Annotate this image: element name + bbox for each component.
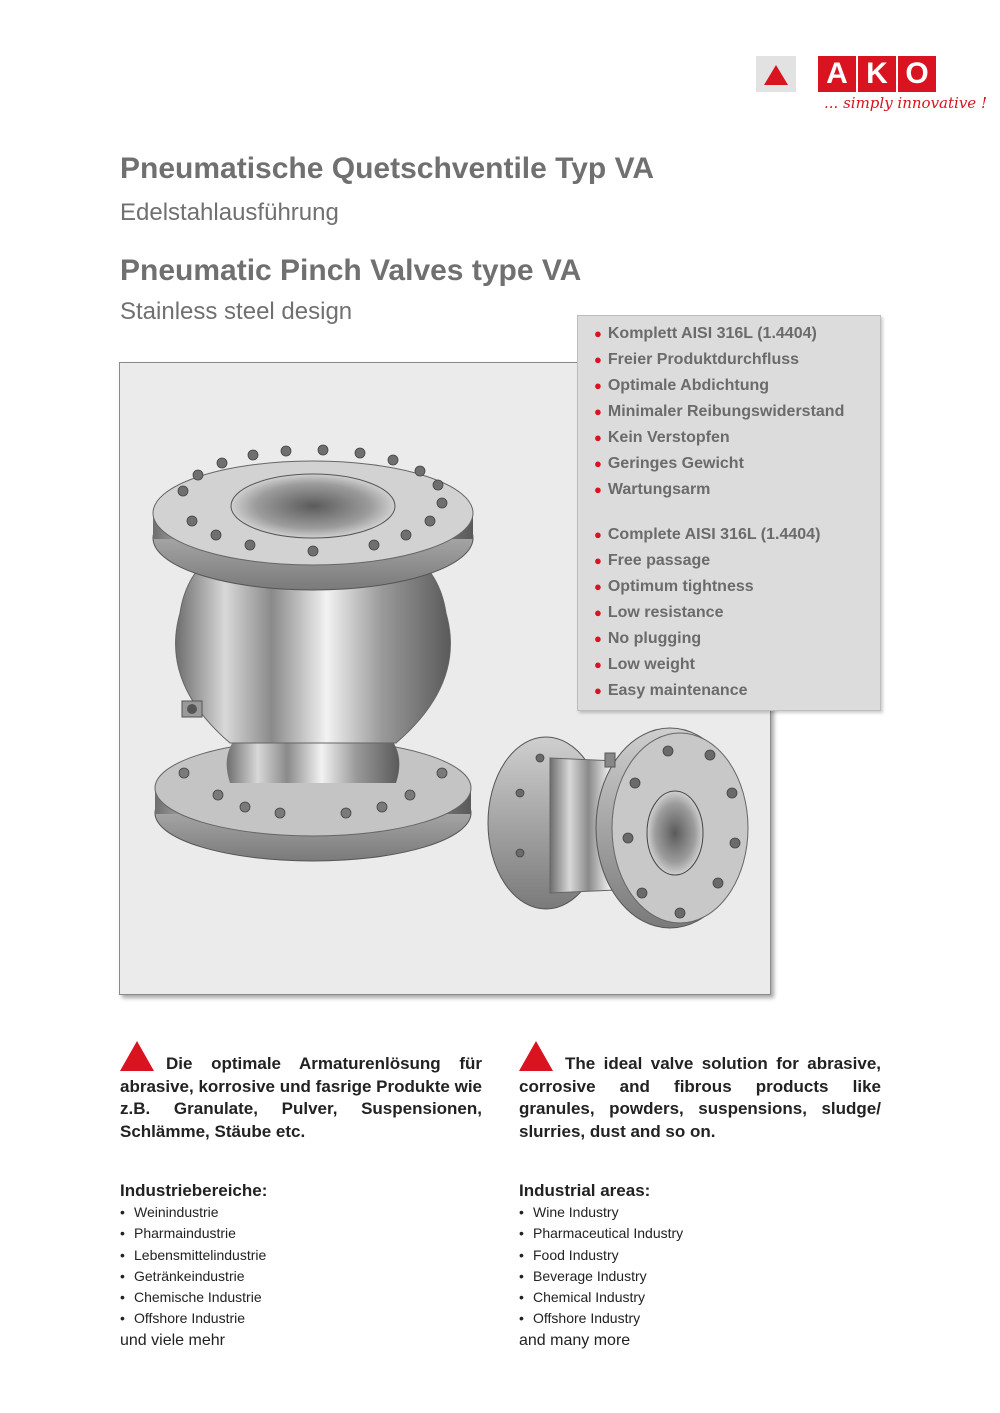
- feature-item: ● Minimaler Reibungswiderstand: [594, 403, 845, 420]
- subtitle-en: Stainless steel design: [120, 298, 353, 325]
- industries-list-en: [519, 1202, 859, 1330]
- bullet-dot-icon: ●: [594, 404, 602, 419]
- title-en: Pneumatic Pinch Valves type VA: [120, 254, 582, 287]
- list-item: • Weinindustrie: [120, 1204, 219, 1220]
- intro-en: [519, 1041, 881, 1143]
- features-box: [577, 315, 881, 711]
- list-item: • Offshore Industrie: [120, 1310, 246, 1327]
- industries-list-de: [120, 1202, 460, 1330]
- industries-de: [120, 1180, 460, 1352]
- list-item: • Pharmaindustrie: [120, 1225, 236, 1242]
- logo-triangle-tile: [756, 56, 796, 92]
- list-item: • Chemische Industrie: [120, 1289, 262, 1306]
- logo-letter-a: A: [818, 56, 856, 92]
- bullet-dot-icon: ●: [594, 352, 602, 367]
- list-item: • Lebensmittelindustrie: [120, 1246, 267, 1263]
- features-list-de: [594, 321, 844, 503]
- feature-item: ● Free passage: [594, 552, 711, 569]
- feature-item: ● Komplett AISI 316L (1.4404): [594, 325, 817, 342]
- feature-item: ● Low weight: [594, 656, 695, 673]
- features-list-en: [594, 522, 820, 704]
- feature-item: ● Freier Produktdurchfluss: [594, 351, 800, 368]
- bullet-dot-icon: ●: [594, 631, 602, 646]
- bullet-dot-icon: ●: [594, 430, 602, 445]
- logo-tagline: ... simply innovative !: [824, 94, 987, 112]
- red-triangle-icon: [120, 1041, 154, 1071]
- list-item: • Food Industry: [519, 1246, 619, 1263]
- large-valve: [153, 445, 473, 861]
- industries-en: [519, 1180, 859, 1352]
- industries-heading-de: Industriebereiche:: [120, 1181, 268, 1200]
- intro-de-text: Die optimale Armaturenlösung für abrasive, korrosive und fasrige Produkte wie z.B. Granulate, Pulver, Suspensionen, Schlämme, Stäube etc.: [120, 1054, 482, 1141]
- feature-item: ● No plugging: [594, 630, 702, 647]
- bullet-dot-icon: ●: [594, 579, 602, 594]
- bullet-dot-icon: ●: [594, 527, 602, 542]
- list-item: • Getränkeindustrie: [120, 1267, 245, 1284]
- subtitle-de: Edelstahlausführung: [120, 199, 339, 226]
- industries-heading-en: Industrial areas:: [519, 1181, 651, 1200]
- list-item: • Offshore Industry: [519, 1310, 641, 1327]
- bullet-dot-icon: ●: [594, 378, 602, 393]
- bullet-dot-icon: ●: [594, 326, 602, 341]
- feature-item: ● Easy maintenance: [594, 682, 748, 699]
- industries-more-de: und viele mehr: [120, 1331, 225, 1349]
- feature-item: ● Low resistance: [594, 604, 724, 621]
- logo-letter-o: O: [898, 56, 936, 92]
- feature-item: ● Geringes Gewicht: [594, 455, 744, 472]
- bullet-dot-icon: ●: [594, 456, 602, 471]
- bullet-dot-icon: ●: [594, 657, 602, 672]
- intro-en-text: The ideal valve solution for abrasive, corrosive and fibrous products like granules, powders, suspensions, sludge/ slurries, dust and so on.: [519, 1054, 881, 1141]
- feature-item: ● Complete AISI 316L (1.4404): [594, 526, 821, 543]
- logo-letter-k: K: [858, 56, 896, 92]
- list-item: • Pharmaceutical Industry: [519, 1225, 684, 1242]
- feature-item: ● Wartungsarm: [594, 481, 711, 498]
- list-item: • Chemical Industry: [519, 1289, 646, 1306]
- bullet-dot-icon: ●: [594, 683, 602, 698]
- red-triangle-icon: [519, 1041, 553, 1071]
- industries-more-en: and many more: [519, 1331, 631, 1349]
- list-item: • Beverage Industry: [519, 1267, 647, 1284]
- bullet-dot-icon: ●: [594, 553, 602, 568]
- feature-item: ● Optimum tightness: [594, 578, 754, 595]
- ako-logo: [756, 56, 987, 120]
- list-item: • Wine Industry: [519, 1204, 619, 1220]
- bullet-dot-icon: ●: [594, 605, 602, 620]
- intro-de: [120, 1041, 482, 1143]
- logo-triangle-icon: [764, 65, 788, 85]
- bullet-dot-icon: ●: [594, 482, 602, 497]
- feature-item: ● Optimale Abdichtung: [594, 377, 770, 394]
- feature-item: ● Kein Verstopfen: [594, 429, 730, 446]
- title-de: Pneumatische Quetschventile Typ VA: [120, 152, 655, 185]
- small-valve: [488, 728, 748, 928]
